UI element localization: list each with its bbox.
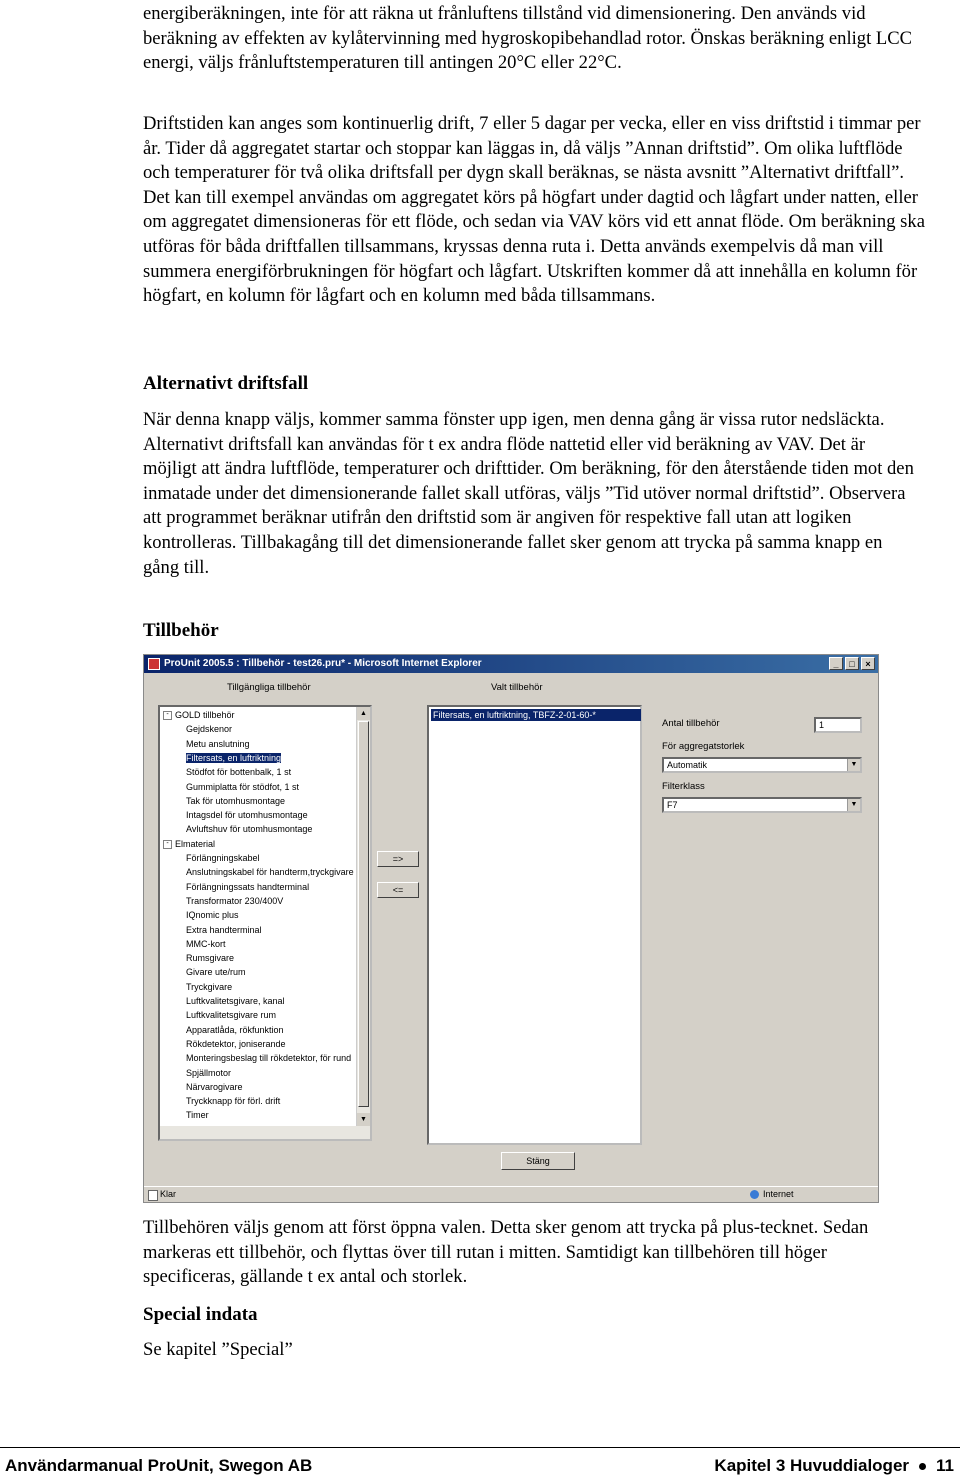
app-icon <box>148 658 160 670</box>
tree-item-label: Metu anslutning <box>186 738 250 749</box>
heading-tillbehor: Tillbehör <box>143 620 219 641</box>
chevron-down-icon[interactable]: ▼ <box>847 759 860 771</box>
tree-item-label: Transformator 230/400V <box>186 895 284 906</box>
tree-item[interactable] <box>186 766 291 779</box>
tree-item[interactable] <box>186 809 308 822</box>
tree-item-label: Förlängningssats handterminal <box>186 881 310 892</box>
tree-item-label: Förlängningskabel <box>186 853 260 863</box>
paragraph-4: Tillbehören väljs genom att först öppna valen. Detta sker genom att trycka på plus-tecknet. Sedan markeras ett tillbehör, och flyttas över till rutan i mitten. Samtidigt kan tillbehören till höger specificeras, gällande t ex antal och storlek. <box>143 1217 869 1288</box>
filter-class-label: Filterklass <box>662 781 705 792</box>
window-titlebar <box>144 655 878 673</box>
tree-item[interactable] <box>186 1052 351 1065</box>
tree-item[interactable] <box>163 838 215 851</box>
add-accessory-button[interactable]: => <box>377 851 419 867</box>
tree-item-label: Extra handterminal <box>186 924 262 935</box>
tree-item[interactable] <box>186 852 260 865</box>
tree-vertical-scrollbar[interactable] <box>356 707 370 1139</box>
scroll-thumb[interactable] <box>358 721 369 1107</box>
tree-item-label: Timer <box>186 1110 209 1121</box>
tree-item[interactable] <box>186 738 250 751</box>
tree-item-label: Gejdskenor <box>186 724 233 735</box>
zone-text: Internet <box>763 1189 794 1199</box>
paragraph-2: Driftstiden kan anges som kontinuerlig drift, 7 eller 5 dagar per vecka, eller en viss driftstid i timmar per år. Tider då aggregatet startar och stoppar kan läggas in, då väljs ”Annan driftstid”. Om olika luftflöde och temperaturer för två olika driftsfall per dygn skall beräknas, se nästa avsnitt ”Alternativt driftfall”. Det kan till exempel användas om aggregatet körs på högfart under dagtid och lågfart under natten, eller om aggregatet dimensioneras för ett flöde, och sedan via VAV körs vid ett annat flöde. Om beräkning ska utföras för båda driftfallen tillsammans, kryssas denna ruta i. Detta används exempelvis då man vill summera energiförbrukningen för högfart och lågfart. Utskriften kommer då att innehålla en kolumn för högfart, en kolumn för lågfart och en kolumn med båda tillsammans. <box>143 113 925 307</box>
status-text: Klar <box>160 1189 177 1199</box>
tree-item-label: Tak för utomhusmontage <box>186 795 286 806</box>
tree-item-label: Tryckgivare <box>186 981 233 992</box>
tree-item-label: MMC-kort <box>186 938 226 949</box>
selected-accessories-list[interactable] <box>427 705 642 1145</box>
paragraph-3: När denna knapp väljs, kommer samma fönster upp igen, men denna gång är vissa rutor nedsläckta. Alternativt driftsfall kan användas för t ex andra flöde nattetid eller vid beräkning av VAV. Det är möjligt att ändra luftflöde, temperaturer och drifttider. Om beräkning, för den återstående tiden mot den inmatade under det dimensionerande fallet skall utföras, väljs ”Tid utöver normal driftstid”. Observera att programmet beräknar utifrån den driftstid som är angiven för respektive fall utan att logiken kontrolleras. Tillbakagång till det dimensionerande fallet sker genom att trycka på samma knapp en gång till. <box>143 409 914 578</box>
tree-item[interactable] <box>186 1081 243 1094</box>
count-label: Antal tillbehör <box>662 718 720 729</box>
tree-item-label: Luftkvalitetsgivare rum <box>186 1010 277 1021</box>
tree-item[interactable] <box>186 1038 286 1051</box>
tree-item[interactable] <box>186 938 226 951</box>
filter-class-select[interactable] <box>662 797 862 813</box>
unit-size-value: Automatik <box>667 760 708 770</box>
tree-item[interactable] <box>186 1109 209 1122</box>
available-accessories-label: Tillgängliga tillbehör <box>227 682 311 693</box>
tree-item[interactable] <box>186 952 234 965</box>
paragraph-1: energiberäkningen, inte för att räkna ut frånluftens tillstånd vid dimensionering. Den används vid beräkning av effekten av kylåtervinning med hygroskopibehandlad rotor. Önskas beräkning enligt LCC energi, väljs frånluftstemperaturen till antingen 20°C eller 22°C. <box>143 3 913 74</box>
tree-item-label: Luftkvalitetsgivare, kanal <box>186 996 285 1006</box>
tree-item-label: Elmaterial <box>175 838 216 849</box>
tree-item-label: Gummiplatta för stödfot, 1 st <box>186 781 300 792</box>
tree-item-label: Anslutningskabel för handterm,tryckgivare <box>186 867 354 878</box>
chevron-down-icon[interactable]: ▼ <box>847 799 860 811</box>
tree-item-label: Stödfot för bottenbalk, 1 st <box>186 767 292 778</box>
tree-item-label: Apparatlåda, rökfunktion <box>186 1024 284 1035</box>
collapse-icon[interactable]: - <box>163 711 172 720</box>
accessory-dialog-screenshot <box>143 654 879 1203</box>
footer-chapter <box>714 1456 954 1476</box>
globe-icon <box>750 1190 759 1199</box>
bullet-icon <box>919 1463 926 1470</box>
tree-item-label: IQnomic plus <box>186 910 239 921</box>
scroll-down-icon[interactable]: ▼ <box>357 1113 370 1126</box>
footer-manual-title: Användarmanual ProUnit, Swegon AB <box>5 1456 313 1475</box>
tree-item[interactable] <box>186 752 281 765</box>
paragraph-5: Se kapitel ”Special” <box>143 1339 293 1360</box>
unit-size-label: För aggregatstorlek <box>662 741 745 752</box>
tree-item[interactable] <box>186 866 354 879</box>
tree-item[interactable] <box>186 909 239 922</box>
heading-special-indata: Special indata <box>143 1304 258 1325</box>
filter-class-value: F7 <box>667 800 678 810</box>
selected-accessory-item[interactable]: Filtersats, en luftriktning, TBFZ-2-01-60-* <box>431 709 641 721</box>
tree-item-label: Monteringsbeslag till rökdetektor, för rund <box>186 1053 352 1064</box>
tree-item[interactable] <box>186 924 262 937</box>
count-input[interactable]: 1 <box>814 717 862 733</box>
footer-chapter-title: Kapitel 3 Huvuddialoger <box>714 1456 910 1475</box>
page-icon <box>148 1190 158 1201</box>
tree-item-label: GOLD tillbehör <box>175 710 235 720</box>
tree-item-label: Intagsdel för utomhusmontage <box>186 810 308 821</box>
scroll-up-icon[interactable]: ▲ <box>357 707 370 720</box>
tree-item-label: Avluftshuv för utomhusmontage <box>186 824 313 835</box>
tree-item[interactable] <box>186 1009 276 1022</box>
tree-item[interactable] <box>186 1024 284 1037</box>
tree-item[interactable] <box>186 781 299 794</box>
close-icon[interactable]: × <box>861 657 875 670</box>
tree-item[interactable] <box>186 966 246 979</box>
tree-item-label: Givare ute/rum <box>186 967 246 978</box>
tree-item[interactable] <box>186 981 232 994</box>
tree-item-label: Filtersats, en luftriktning <box>186 752 282 763</box>
page-number: 11 <box>936 1456 954 1475</box>
tree-item[interactable] <box>186 1095 280 1108</box>
tree-item[interactable] <box>186 823 312 836</box>
tree-item-label: Närvarogivare <box>186 1081 243 1092</box>
tree-item[interactable] <box>186 995 285 1008</box>
accessory-tree[interactable] <box>158 705 372 1141</box>
maximize-icon[interactable]: □ <box>845 657 859 670</box>
remove-accessory-button[interactable]: <= <box>377 882 419 898</box>
tree-item[interactable] <box>186 1067 231 1080</box>
status-bar <box>144 1186 878 1202</box>
tree-horizontal-scrollbar[interactable] <box>160 1126 370 1139</box>
heading-alternativt-driftsfall: Alternativt driftsfall <box>143 373 309 394</box>
unit-size-select[interactable] <box>662 757 862 773</box>
collapse-icon[interactable]: - <box>163 840 172 849</box>
tree-item[interactable] <box>186 723 232 736</box>
tree-item[interactable] <box>186 895 283 908</box>
selected-accessories-label: Valt tillbehör <box>491 682 543 693</box>
minimize-icon[interactable]: _ <box>829 657 843 670</box>
tree-item-label: Spjällmotor <box>186 1067 232 1078</box>
tree-item[interactable] <box>186 881 309 894</box>
tree-item[interactable] <box>163 709 235 722</box>
window-title: ProUnit 2005.5 : Tillbehör - test26.pru* - Microsoft Internet Explorer <box>164 658 482 669</box>
tree-item[interactable] <box>186 795 285 808</box>
tree-item-label: Rökdetektor, joniserande <box>186 1038 286 1049</box>
page-footer <box>0 1447 960 1475</box>
close-button[interactable]: Stäng <box>501 1152 575 1170</box>
tree-item-label: Rumsgivare <box>186 953 235 964</box>
tree-item-label: Tryckknapp för förl. drift <box>186 1096 281 1107</box>
